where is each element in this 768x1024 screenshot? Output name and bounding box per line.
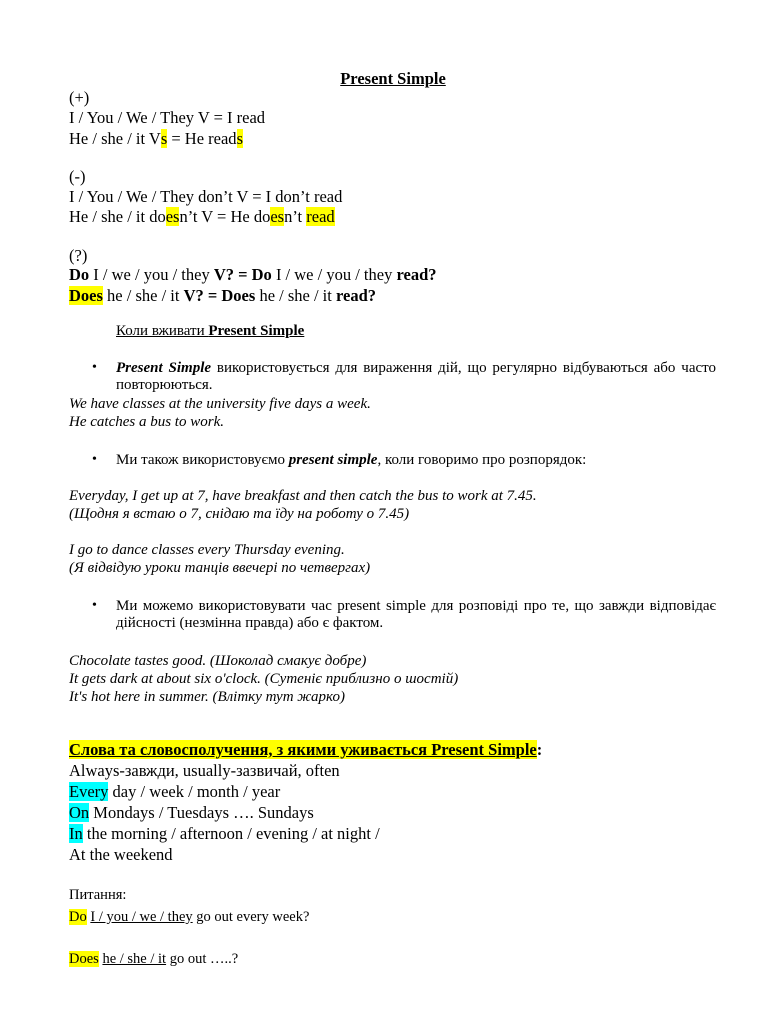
questions-label: Питання: [69, 887, 127, 903]
positive-line-1: I / You / We / They V = I read [69, 108, 266, 127]
highlight-s: s [160, 129, 168, 148]
negative-symbol: (-) [69, 167, 86, 186]
highlight-do: Do [69, 909, 87, 925]
negative-line-2: He / she / it doesn’t V = He doesn’t read [69, 207, 335, 226]
example-4: I go to dance classes every Thursday evening. [69, 542, 345, 558]
highlight-does: Does [69, 951, 99, 967]
bullet-icon: • [92, 452, 97, 467]
bullet-3-text: Ми можемо використовувати час present simple для розповіді про те, що завжди відповідає дійсності (незмінна правда) або є фактом. [116, 598, 716, 631]
question-example-1: Do I / you / we / they go out every week? [69, 909, 310, 925]
highlight-every: Every [69, 782, 109, 801]
highlight-read: read [306, 207, 335, 226]
question-symbol: (?) [69, 246, 88, 265]
page-title: Present Simple [340, 69, 446, 88]
bullet-icon: • [92, 598, 97, 613]
example-2: He catches a bus to work. [69, 414, 224, 430]
usage-heading: Коли вживати Present Simple [116, 323, 305, 339]
signal-words-line-5: At the weekend [69, 845, 173, 864]
signal-words-heading: Слова та словосполучення, з якими уживається Present Simple: [69, 740, 543, 759]
highlight-on: On [69, 803, 90, 822]
question-example-2: Does he / she / it go out …..? [69, 951, 239, 967]
highlight-does: Does [69, 286, 103, 305]
example-4-translation: (Я відвідую уроки танців ввечері по четвергах) [69, 560, 371, 576]
positive-symbol: (+) [69, 88, 90, 107]
bullet-2-text: Ми також використовуємо present simple, коли говоримо про розпорядок: [116, 452, 587, 468]
example-6: It gets dark at about six o'clock. (Сутеніє приблизно о шостій) [69, 671, 459, 687]
bullet-icon: • [92, 360, 97, 375]
example-5: Chocolate tastes good. (Шоколад смакує добре) [69, 653, 367, 669]
signal-words-line-2: Every day / week / month / year [69, 782, 281, 801]
highlight-s: s [236, 129, 243, 148]
signal-words-line-4: In the morning / afternoon / evening / at night / [69, 824, 380, 843]
highlight-es: es [270, 207, 285, 226]
bullet-1-text: Present Simple використовується для вираження дій, що регулярно відбуваються або часто повторюються. [116, 360, 716, 393]
positive-line-2: He / she / it Vs = He reads [69, 129, 243, 148]
signal-words-line-1: Always-завжди, usually-зазвичай, often [69, 761, 340, 780]
example-3: Everyday, I get up at 7, have breakfast and then catch the bus to work at 7.45. [69, 488, 537, 504]
example-3-translation: (Щодня я встаю о 7, снідаю та їду на роботу о 7.45) [69, 506, 410, 522]
negative-line-1: I / You / We / They don’t V = I don’t read [69, 187, 343, 206]
example-7: It's hot here in summer. (Влітку тут жарко) [69, 689, 345, 705]
highlight-es: es [165, 207, 180, 226]
highlight-in: In [69, 824, 83, 843]
question-line-2: Does he / she / it V? = Does he / she / it read? [69, 286, 376, 305]
example-1: We have classes at the university five days a week. [69, 396, 371, 412]
question-line-1: Do I / we / you / they V? = Do I / we / you / they read? [69, 265, 437, 284]
signal-words-line-3: On Mondays / Tuesdays …. Sundays [69, 803, 314, 822]
